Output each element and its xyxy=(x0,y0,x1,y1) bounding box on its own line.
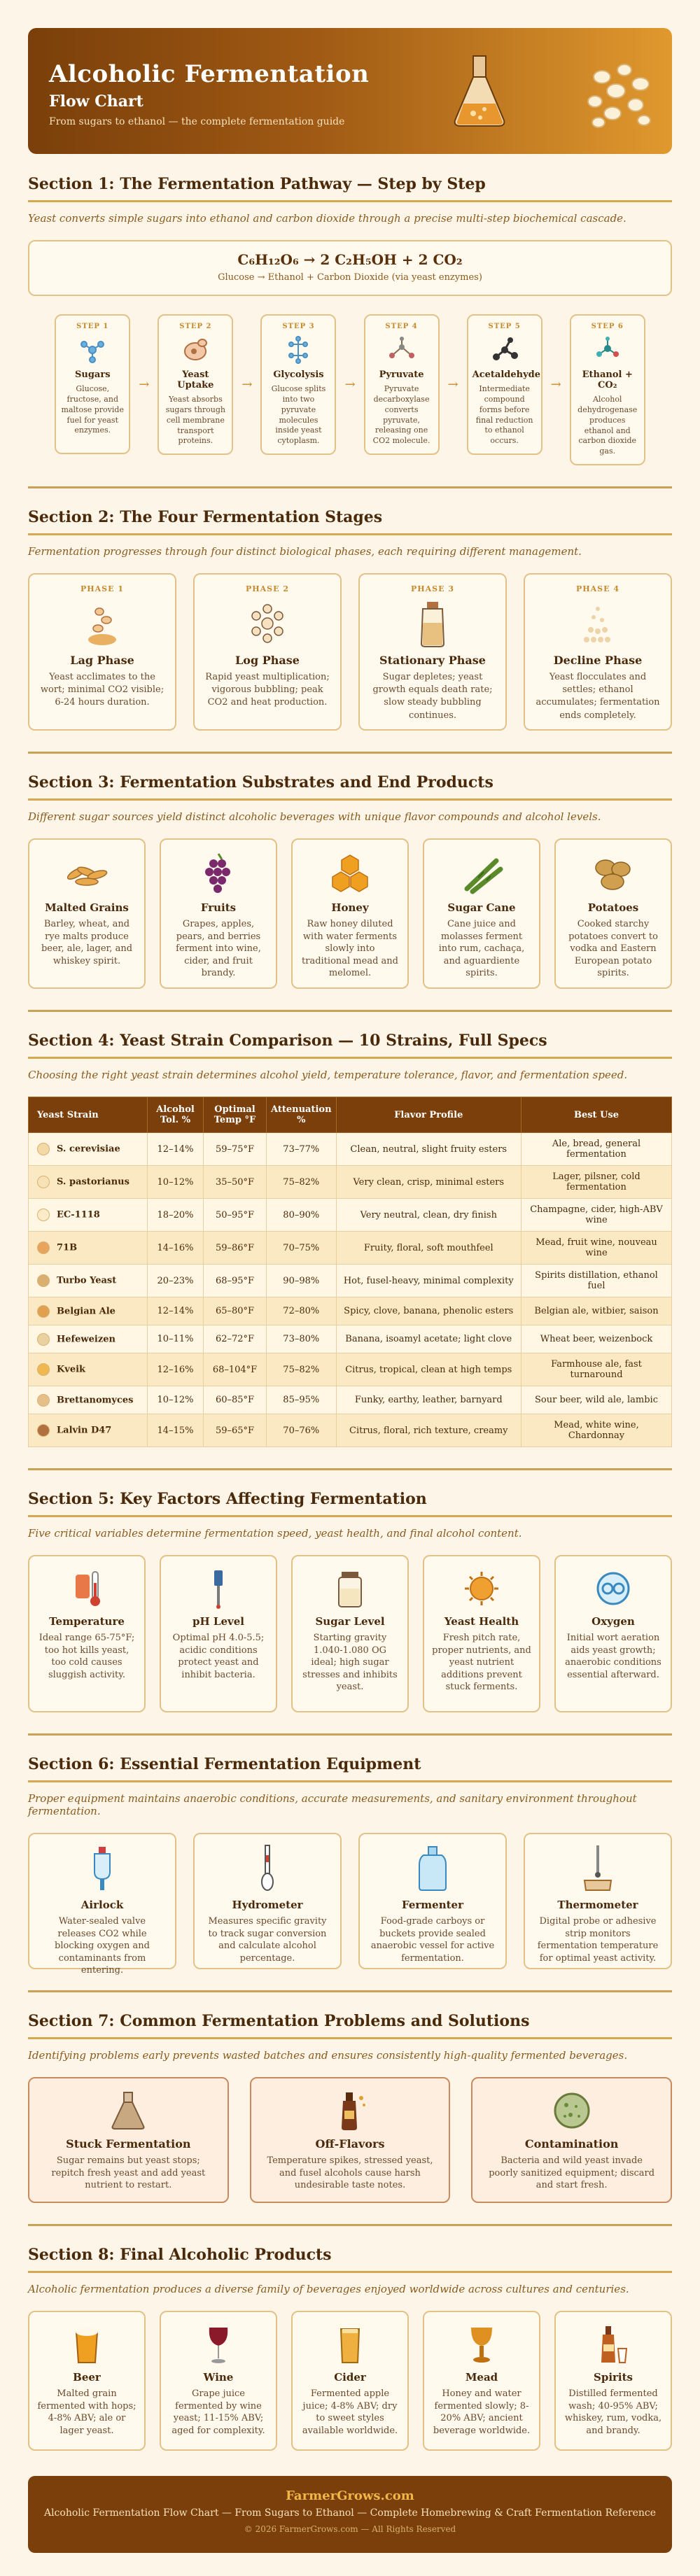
substrate-desc: Cane juice and molasses ferment into rum, cachaça, and aguardiente spirits. xyxy=(438,919,525,979)
sugar-jar-icon xyxy=(329,1568,371,1610)
attenuation-cell: 72–80% xyxy=(267,1297,337,1325)
alcohol-tolerance-cell: 18–20% xyxy=(148,1199,204,1232)
problem-card xyxy=(471,2077,672,2203)
arrow-icon: → xyxy=(139,377,150,392)
strain-name-cell xyxy=(29,1414,148,1447)
section-divider xyxy=(28,2224,672,2226)
fermenter-carboy-icon xyxy=(415,1844,450,1893)
product-name: Mead xyxy=(465,2371,498,2384)
potatoes-icon xyxy=(589,852,638,894)
strain-name: Belgian Ale xyxy=(57,1306,115,1317)
alcohol-tolerance-cell: 10–12% xyxy=(148,1386,204,1414)
equipment-desc: Water-sealed valve releases CO2 while blocking oxygen and contaminants from entering. xyxy=(55,1916,150,1976)
factor-card xyxy=(423,1555,540,1712)
table-row xyxy=(29,1133,672,1166)
product-desc: Malted grain fermented with hops; 4-8% ABV; ale or lager yeast. xyxy=(37,2388,136,2436)
section-8-subtitle: Alcoholic fermentation produces a diverse family of beverages enjoyed worldwide across cultures and centuries. xyxy=(28,2283,629,2296)
flavor-profile-cell: Citrus, tropical, clean at high temps xyxy=(336,1353,521,1386)
yeast-health-icon xyxy=(461,1568,503,1610)
yeast-strain-icon xyxy=(37,1241,50,1254)
best-use-cell: Lager, pilsner, cold fermentation xyxy=(522,1166,672,1199)
best-use-cell: Ale, bread, general fermentation xyxy=(522,1133,672,1166)
section-divider xyxy=(28,1468,672,1470)
attenuation-cell: 75–82% xyxy=(267,1353,337,1386)
optimal-temp-cell: 68–95°F xyxy=(204,1265,267,1297)
factor-card xyxy=(28,1555,146,1712)
best-use-cell: Champagne, cider, high-ABV wine xyxy=(522,1199,672,1232)
step-desc: Glucose, fructose, and maltose provide fuel for yeast enzymes. xyxy=(61,384,124,435)
phase-card xyxy=(28,573,176,731)
arrow-icon: → xyxy=(241,377,253,392)
spirits-bottle-icon xyxy=(596,2323,631,2365)
strain-name-cell xyxy=(29,1133,148,1166)
yeast-strain-icon xyxy=(37,1209,50,1221)
section-divider xyxy=(28,486,672,488)
phase-card xyxy=(524,573,672,731)
flavor-profile-cell: Banana, isoamyl acetate; light clove xyxy=(336,1325,521,1353)
section-4-title: Section 4: Yeast Strain Comparison — 10 Strains, Full Specs xyxy=(28,1032,672,1059)
table-header: Yeast Strain xyxy=(29,1097,148,1133)
strain-name-cell xyxy=(29,1325,148,1353)
factor-name: Sugar Level xyxy=(315,1615,385,1628)
factor-name: pH Level xyxy=(192,1615,244,1628)
step-label: STEP 2 xyxy=(179,323,212,330)
section-1-subtitle: Yeast converts simple sugars into ethanol and carbon dioxide through a precise multi-step biochemical cascade. xyxy=(28,212,626,225)
alcohol-tolerance-cell: 10–12% xyxy=(148,1166,204,1199)
strain-name: S. pastorianus xyxy=(57,1176,130,1188)
flavor-profile-cell: Clean, neutral, slight fruity esters xyxy=(336,1133,521,1166)
phase-label: PHASE 2 xyxy=(245,584,289,594)
sugar-molecule-icon xyxy=(77,335,108,365)
phases-grid xyxy=(28,573,672,731)
section-3-title: Section 3: Fermentation Substrates and End Products xyxy=(28,773,672,801)
step-card xyxy=(260,314,336,455)
phase-desc: Yeast flocculates and settles; ethanol accumulates; fermentation ends completely. xyxy=(536,672,660,721)
factor-desc: Optimal pH 4.0-5.5; acidic conditions protect yeast and inhibit bacteria. xyxy=(172,1633,265,1680)
section-4-subtitle: Choosing the right yeast strain determines alcohol yield, temperature tolerance, flavor, and fermentation speed. xyxy=(28,1069,628,1082)
table-header: Alcohol Tol. % xyxy=(148,1097,204,1133)
glycolysis-molecule-icon xyxy=(283,335,314,365)
equipment-grid xyxy=(28,1833,672,1976)
table-header: Attenuation % xyxy=(267,1097,337,1133)
strain-name: Kveik xyxy=(57,1364,86,1375)
step-name: Pyruvate xyxy=(379,369,424,380)
product-desc: Distilled fermented wash; 40-95% ABV; whiskey, rum, vodka, and brandy. xyxy=(564,2388,662,2436)
section-8-title: Section 8: Final Alcoholic Products xyxy=(28,2246,672,2273)
problem-name: Off-Flavors xyxy=(315,2137,385,2151)
best-use-cell: Mead, fruit wine, nouveau wine xyxy=(522,1232,672,1265)
page-subtitle: Flow Chart xyxy=(49,92,144,111)
product-card xyxy=(554,2311,672,2451)
problem-name: Contamination xyxy=(524,2137,619,2151)
table-header: Flavor Profile xyxy=(336,1097,521,1133)
step-label: STEP 5 xyxy=(488,323,521,330)
attenuation-cell: 75–82% xyxy=(267,1166,337,1199)
strain-name: Brettanomyces xyxy=(57,1395,134,1406)
phase-name: Log Phase xyxy=(235,654,300,668)
substrates-grid xyxy=(28,838,672,989)
step-label: STEP 4 xyxy=(385,323,418,330)
section-divider xyxy=(28,1010,672,1012)
strain-name-cell xyxy=(29,1265,148,1297)
table-row xyxy=(29,1325,672,1353)
factor-desc: Starting gravity 1.040-1.080 OG ideal; high sugar stresses and inhibits yeast. xyxy=(302,1633,398,1693)
section-2-subtitle: Fermentation progresses through four distinct biological phases, each requiring different management. xyxy=(28,545,582,558)
step-name: Ethanol + CO₂ xyxy=(582,369,633,390)
pathway-steps xyxy=(28,314,672,465)
alcohol-tolerance-cell: 12–14% xyxy=(148,1297,204,1325)
yeast-strain-icon xyxy=(37,1363,50,1376)
problem-card xyxy=(250,2077,451,2203)
yeast-cell-icon xyxy=(180,335,211,365)
equipment-card xyxy=(358,1833,507,1969)
malted-grains-icon xyxy=(62,852,111,894)
product-card xyxy=(28,2311,146,2451)
factors-grid xyxy=(28,1555,672,1712)
problem-desc: Sugar remains but yeast stops; repitch fresh yeast and add yeast nutrient to restart. xyxy=(51,2155,206,2191)
attenuation-cell: 73–77% xyxy=(267,1133,337,1166)
optimal-temp-cell: 59–75°F xyxy=(204,1133,267,1166)
yeast-strain-table xyxy=(28,1097,672,1447)
airlock-icon xyxy=(85,1844,120,1893)
phase-card xyxy=(358,573,507,731)
step-name: Glycolysis xyxy=(273,369,324,380)
equipment-name: Airlock xyxy=(80,1899,124,1912)
hydrometer-icon xyxy=(250,1844,285,1893)
table-row xyxy=(29,1297,672,1325)
acetaldehyde-molecule-icon xyxy=(489,335,520,365)
table-header: Best Use xyxy=(522,1097,672,1133)
section-5-subtitle: Five critical variables determine fermentation speed, yeast health, and final alcohol content. xyxy=(28,1527,522,1540)
substrate-card xyxy=(28,838,146,989)
decline-phase-icon xyxy=(577,599,619,648)
stationary-phase-icon xyxy=(412,599,454,648)
section-7-subtitle: Identifying problems early prevents wasted batches and ensures consistently high-quality fermented beverages. xyxy=(28,2049,628,2062)
beer-glass-icon xyxy=(69,2323,104,2365)
honey-icon xyxy=(326,852,374,894)
substrate-desc: Cooked starchy potatoes convert to vodka and Eastern European potato spirits. xyxy=(568,919,658,979)
flavor-profile-cell: Citrus, floral, rich texture, creamy xyxy=(336,1414,521,1447)
equation-formula: C₆H₁₂O₆ → 2 C₂H₅OH + 2 CO₂ xyxy=(237,251,463,268)
alcohol-tolerance-cell: 14–16% xyxy=(148,1232,204,1265)
strain-name: Hefeweizen xyxy=(57,1334,115,1345)
substrate-desc: Grapes, apples, pears, and berries ferment into wine, cider, and fruit brandy. xyxy=(176,919,261,979)
product-desc: Fermented apple juice; 4-8% ABV; dry to sweet styles available worldwide. xyxy=(302,2388,398,2436)
problem-desc: Bacteria and wild yeast invade poorly sanitized equipment; discard and start fresh. xyxy=(489,2155,655,2191)
phase-card xyxy=(193,573,342,731)
equipment-card xyxy=(28,1833,176,1976)
oxygen-icon xyxy=(592,1568,634,1610)
strain-name: Turbo Yeast xyxy=(57,1275,117,1286)
phase-label: PHASE 1 xyxy=(80,584,124,594)
step-card xyxy=(364,314,440,455)
step-name: Sugars xyxy=(75,369,111,380)
section-divider xyxy=(28,1733,672,1736)
problems-grid xyxy=(28,2077,672,2203)
substrate-card xyxy=(291,838,409,989)
optimal-temp-cell: 62–72°F xyxy=(204,1325,267,1353)
equipment-name: Hydrometer xyxy=(232,1899,303,1912)
contamination-petri-icon xyxy=(551,2090,593,2132)
yeast-strain-icon xyxy=(37,1143,50,1155)
section-2-title: Section 2: The Four Fermentation Stages xyxy=(28,508,672,535)
footer-description: Alcoholic Fermentation Flow Chart — From Sugars to Ethanol — Complete Homebrewing & Craft Fermentation Reference xyxy=(43,2507,657,2519)
substrate-card xyxy=(160,838,277,989)
flask-icon xyxy=(448,53,511,130)
stuck-flask-icon xyxy=(107,2090,149,2132)
page-title: Alcoholic Fermentation xyxy=(49,60,370,88)
step-label: STEP 6 xyxy=(591,323,624,330)
substrate-name: Potatoes xyxy=(587,901,639,915)
step-card xyxy=(467,314,542,455)
factor-desc: Initial wort aeration aids yeast growth; anaerobic conditions essential afterward. xyxy=(565,1633,662,1680)
substrate-card xyxy=(423,838,540,989)
product-desc: Honey and water fermented slowly; 8-20% ABV; ancient beverage worldwide. xyxy=(433,2388,531,2436)
best-use-cell: Wheat beer, weizenbock xyxy=(522,1325,672,1353)
table-row xyxy=(29,1386,672,1414)
ethanol-molecule-icon xyxy=(592,335,623,365)
product-desc: Grape juice fermented by wine yeast; 11-15% ABV; aged for complexity. xyxy=(172,2388,265,2436)
products-grid xyxy=(28,2311,672,2451)
yeast-strain-icon xyxy=(37,1424,50,1437)
step-desc: Yeast absorbs sugars through cell membrane transport proteins. xyxy=(165,395,226,446)
problem-desc: Temperature spikes, stressed yeast, and fusel alcohols cause harsh undesirable taste notes. xyxy=(267,2155,433,2191)
factor-card xyxy=(554,1555,672,1712)
phase-name: Decline Phase xyxy=(553,654,643,668)
strain-name-cell xyxy=(29,1199,148,1232)
factor-desc: Fresh pitch rate, proper nutrients, and yeast nutrient additions prevent stuck ferments. xyxy=(432,1633,531,1693)
section-divider xyxy=(28,1990,672,1992)
equipment-card xyxy=(193,1833,342,1969)
thermometer-icon xyxy=(66,1568,108,1610)
strain-name-cell xyxy=(29,1353,148,1386)
flavor-profile-cell: Very neutral, clean, dry finish xyxy=(336,1199,521,1232)
fermentation-equation xyxy=(28,240,672,296)
footer xyxy=(28,2476,672,2553)
section-1-title: Section 1: The Fermentation Pathway — Step by Step xyxy=(28,175,672,202)
alcohol-tolerance-cell: 14–15% xyxy=(148,1414,204,1447)
step-desc: Glucose splits into two pyruvate molecules inside yeast cytoplasm. xyxy=(271,384,326,446)
product-card xyxy=(423,2311,540,2451)
factor-name: Temperature xyxy=(49,1615,125,1628)
product-name: Cider xyxy=(334,2371,366,2384)
best-use-cell: Belgian ale, witbier, saison xyxy=(522,1297,672,1325)
alcohol-tolerance-cell: 12–16% xyxy=(148,1353,204,1386)
step-desc: Alcohol dehydrogenase produces ethanol and carbon dioxide gas. xyxy=(578,395,638,456)
substrate-name: Malted Grains xyxy=(45,901,129,915)
strain-name: 71B xyxy=(57,1242,78,1253)
table-row xyxy=(29,1265,672,1297)
step-desc: Intermediate compound forms before final reduction to ethanol occurs. xyxy=(475,384,533,446)
arrow-icon: → xyxy=(447,377,458,392)
optimal-temp-cell: 65–80°F xyxy=(204,1297,267,1325)
wine-glass-icon xyxy=(201,2323,236,2365)
factor-desc: Ideal range 65-75°F; too hot kills yeast, too cold causes sluggish activity. xyxy=(38,1633,135,1680)
problem-card xyxy=(28,2077,229,2203)
arrow-icon: → xyxy=(550,377,561,392)
attenuation-cell: 70–76% xyxy=(267,1414,337,1447)
yeast-cells-icon xyxy=(581,56,658,133)
section-6-title: Section 6: Essential Fermentation Equipment xyxy=(28,1755,672,1782)
flavor-profile-cell: Funky, earthy, leather, barnyard xyxy=(336,1386,521,1414)
phase-label: PHASE 4 xyxy=(575,584,620,594)
yeast-strain-icon xyxy=(37,1274,50,1287)
grapes-icon xyxy=(194,852,243,894)
footer-brand-link[interactable]: FarmerGrows.com xyxy=(286,2489,414,2504)
step-card xyxy=(570,314,645,465)
yeast-strain-icon xyxy=(37,1333,50,1346)
factor-name: Oxygen xyxy=(592,1615,635,1628)
equipment-desc: Food-grade carboys or buckets provide sealed anaerobic vessel for active fermentation. xyxy=(370,1916,495,1964)
sugar-cane-icon xyxy=(457,852,506,894)
phase-desc: Sugar depletes; yeast growth equals death rate; slow steady bubbling continues. xyxy=(372,672,493,721)
attenuation-cell: 80–90% xyxy=(267,1199,337,1232)
optimal-temp-cell: 59–65°F xyxy=(204,1414,267,1447)
phase-name: Stationary Phase xyxy=(379,654,486,668)
flavor-profile-cell: Hot, fusel-heavy, minimal complexity xyxy=(336,1265,521,1297)
substrate-card xyxy=(554,838,672,989)
step-label: STEP 3 xyxy=(282,323,315,330)
yeast-strain-icon xyxy=(37,1305,50,1318)
strain-name-cell xyxy=(29,1386,148,1414)
substrate-name: Honey xyxy=(331,901,369,915)
table-row xyxy=(29,1353,672,1386)
flavor-profile-cell: Spicy, clove, banana, phenolic esters xyxy=(336,1297,521,1325)
yeast-strain-icon xyxy=(37,1394,50,1407)
attenuation-cell: 73–80% xyxy=(267,1325,337,1353)
optimal-temp-cell: 50–95°F xyxy=(204,1199,267,1232)
best-use-cell: Spirits distillation, ethanol fuel xyxy=(522,1265,672,1297)
arrow-icon: → xyxy=(344,377,356,392)
attenuation-cell: 85–95% xyxy=(267,1386,337,1414)
strain-name-cell xyxy=(29,1166,148,1199)
alcohol-tolerance-cell: 12–14% xyxy=(148,1133,204,1166)
yeast-strain-icon xyxy=(37,1176,50,1188)
product-card xyxy=(160,2311,277,2451)
section-7-title: Section 7: Common Fermentation Problems and Solutions xyxy=(28,2012,672,2039)
equipment-desc: Digital probe or adhesive strip monitors fermentation temperature for optimal yeast activity. xyxy=(537,1916,659,1964)
equipment-name: Fermenter xyxy=(402,1899,463,1912)
best-use-cell: Mead, white wine, Chardonnay xyxy=(522,1414,672,1447)
table-header: Optimal Temp °F xyxy=(204,1097,267,1133)
table-row xyxy=(29,1232,672,1265)
strain-name-cell xyxy=(29,1232,148,1265)
best-use-cell: Sour beer, wild ale, lambic xyxy=(522,1386,672,1414)
factor-name: Yeast Health xyxy=(444,1615,519,1628)
ph-meter-icon xyxy=(197,1568,239,1610)
substrate-name: Fruits xyxy=(200,901,237,915)
section-3-subtitle: Different sugar sources yield distinct alcoholic beverages with unique flavor compounds and alcohol levels. xyxy=(28,810,601,824)
step-label: STEP 1 xyxy=(76,323,109,330)
equipment-name: Thermometer xyxy=(557,1899,638,1912)
flavor-profile-cell: Very clean, crisp, minimal esters xyxy=(336,1166,521,1199)
factor-card xyxy=(160,1555,277,1712)
off-flavors-bottle-icon xyxy=(329,2090,371,2132)
pyruvate-molecule-icon xyxy=(386,335,417,365)
substrate-desc: Barley, wheat, and rye malts produce beer, ale, lager, and whiskey spirit. xyxy=(41,919,133,966)
phase-label: PHASE 3 xyxy=(410,584,454,594)
attenuation-cell: 70–75% xyxy=(267,1232,337,1265)
section-divider xyxy=(28,752,672,754)
hero-banner xyxy=(28,28,672,154)
step-card xyxy=(158,314,233,455)
lag-phase-icon xyxy=(81,599,123,648)
product-name: Wine xyxy=(203,2371,234,2384)
alcohol-tolerance-cell: 20–23% xyxy=(148,1265,204,1297)
problem-name: Stuck Fermentation xyxy=(66,2137,191,2151)
strain-name: EC-1118 xyxy=(57,1209,100,1220)
best-use-cell: Farmhouse ale, fast turnaround xyxy=(522,1353,672,1386)
optimal-temp-cell: 68–104°F xyxy=(204,1353,267,1386)
equipment-card xyxy=(524,1833,672,1969)
strain-name: Lalvin D47 xyxy=(57,1425,112,1436)
alcohol-tolerance-cell: 10–11% xyxy=(148,1325,204,1353)
product-name: Beer xyxy=(73,2371,101,2384)
phase-desc: Yeast acclimates to the wort; minimal CO2 visible; 6-24 hours duration. xyxy=(40,672,164,708)
step-card xyxy=(55,314,130,454)
product-name: Spirits xyxy=(594,2371,633,2384)
table-row xyxy=(29,1166,672,1199)
step-name: Yeast Uptake xyxy=(177,369,214,390)
page-tagline: From sugars to ethanol — the complete fermentation guide xyxy=(49,116,345,127)
thermometer-probe-icon xyxy=(580,1844,615,1893)
factor-card xyxy=(291,1555,409,1712)
phase-desc: Rapid yeast multiplication; vigorous bubbling; peak CO2 and heat production. xyxy=(205,672,330,708)
strain-name: S. cerevisiae xyxy=(57,1143,120,1155)
attenuation-cell: 90–98% xyxy=(267,1265,337,1297)
equation-caption: Glucose → Ethanol + Carbon Dioxide (via yeast enzymes) xyxy=(218,272,482,283)
section-6-subtitle: Proper equipment maintains anaerobic conditions, accurate measurements, and sanitary environment throughout fermentation. xyxy=(28,1792,637,1818)
step-name: Acetaldehyde xyxy=(472,369,541,380)
cider-glass-icon xyxy=(332,2323,368,2365)
section-5-title: Section 5: Key Factors Affecting Fermentation xyxy=(28,1490,672,1517)
substrate-name: Sugar Cane xyxy=(447,901,516,915)
flavor-profile-cell: Fruity, floral, soft mouthfeel xyxy=(336,1232,521,1265)
product-card xyxy=(291,2311,409,2451)
optimal-temp-cell: 35–50°F xyxy=(204,1166,267,1199)
substrate-desc: Raw honey diluted with water ferments slowly into traditional mead and melomel. xyxy=(302,919,398,979)
log-phase-icon xyxy=(246,599,288,648)
table-row xyxy=(29,1414,672,1447)
table-row xyxy=(29,1199,672,1232)
mead-goblet-icon xyxy=(464,2323,499,2365)
optimal-temp-cell: 60–85°F xyxy=(204,1386,267,1414)
optimal-temp-cell: 59–86°F xyxy=(204,1232,267,1265)
step-desc: Pyruvate decarboxylase converts pyruvate, releasing one CO2 molecule. xyxy=(372,384,430,446)
phase-name: Lag Phase xyxy=(70,654,134,668)
equipment-desc: Measures specific gravity to track sugar conversion and calculate alcohol percentage. xyxy=(208,1916,327,1964)
footer-copyright: © 2026 FarmerGrows.com — All Rights Reserved xyxy=(244,2524,456,2535)
strain-name-cell xyxy=(29,1297,148,1325)
